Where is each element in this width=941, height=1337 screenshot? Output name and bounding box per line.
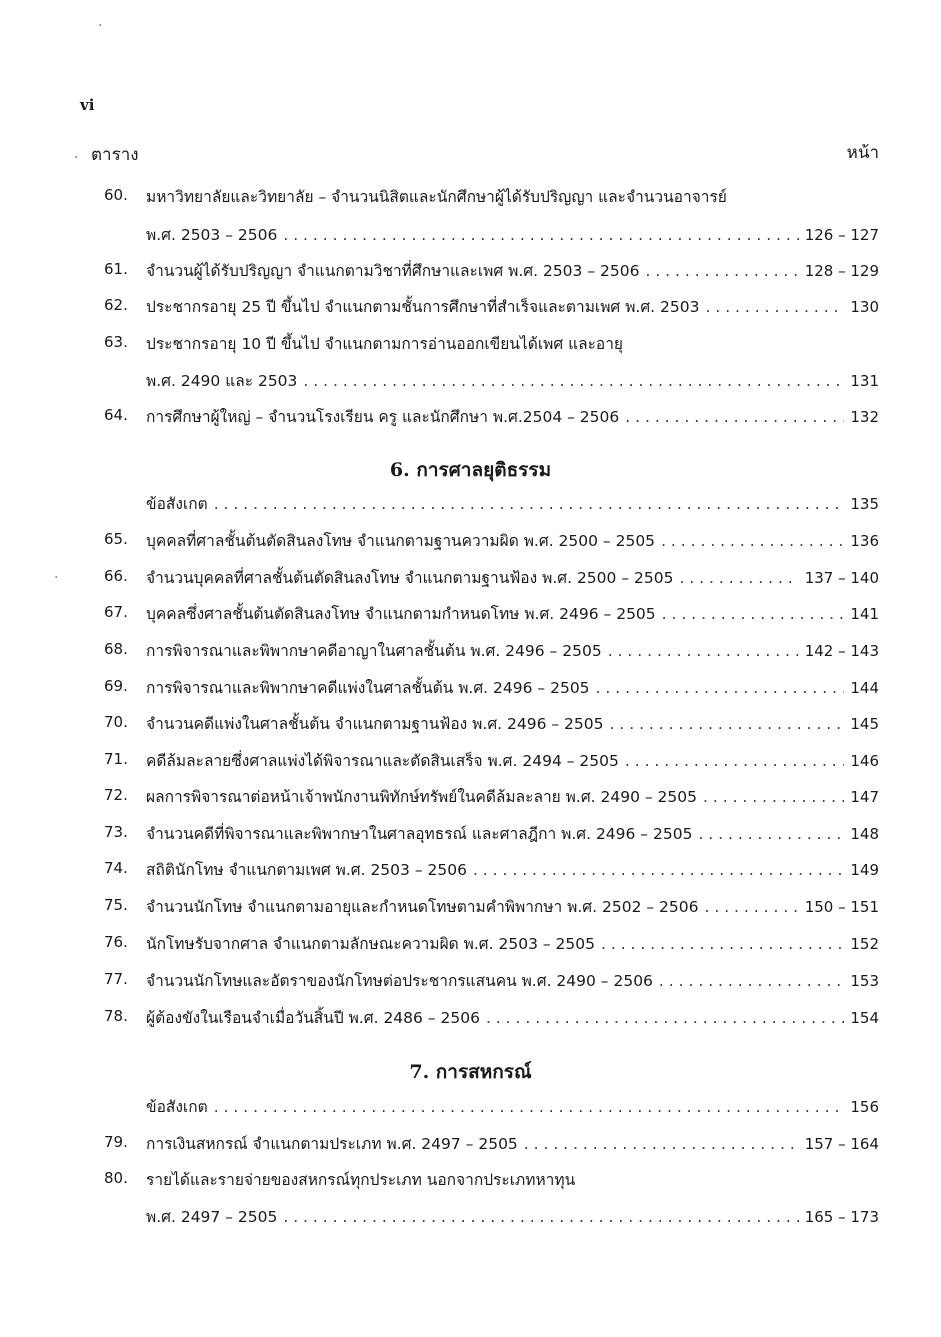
leader-dots: [596, 679, 845, 697]
list-item: [0, 327, 941, 361]
item-title: จำนวนนักโทษ จำแนกตามอายุและกำหนดโทษตามคำพิพากษา พ.ศ. 2502 – 2506: [146, 898, 699, 916]
list-item: [0, 1163, 941, 1197]
list-item: [0, 964, 941, 998]
list-item: [0, 707, 941, 741]
page-number: 165 – 173: [804, 1208, 879, 1226]
leader-dots: [661, 532, 844, 550]
leader-dots: [303, 372, 844, 390]
item-number: 76.: [104, 933, 128, 951]
page-number: 144: [850, 679, 879, 697]
item-title: มหาวิทยาลัยและวิทยาลัย – จำนวนนิสิตและนักศึกษาผู้ได้รับปริญญา และจำนวนอาจารย์: [146, 188, 727, 206]
leader-dots: [524, 1135, 799, 1153]
item-title: ผลการพิจารณาต่อหน้าเจ้าพนักงานพิทักษ์ทรัพย์ในคดีล้มละลาย พ.ศ. 2490 – 2505: [146, 788, 698, 806]
page-number: 131: [850, 372, 879, 390]
item-number: 74.: [104, 859, 128, 877]
item-number: 66.: [104, 567, 128, 585]
page-number: 136: [850, 532, 879, 550]
page-number: 147: [850, 788, 879, 806]
leader-dots: [625, 408, 844, 426]
item-title: ผู้ต้องขังในเรือนจำเมื่อวันสิ้นปี พ.ศ. 2486 – 2506: [146, 1009, 480, 1027]
page-number: 150 – 151: [804, 898, 879, 916]
list-item: [0, 218, 941, 252]
scan-speck: ·: [98, 18, 103, 34]
item-title: บุคคลที่ศาลชั้นต้นตัดสินลงโทษ จำแนกตามฐานความผิด พ.ศ. 2500 – 2505: [146, 532, 656, 550]
list-item: [0, 927, 941, 961]
page-number: 152: [850, 935, 879, 953]
item-title: การพิจารณาและพิพากษาคดีอาญาในศาลชั้นต้น พ.ศ. 2496 – 2505: [146, 642, 602, 660]
list-item: [0, 1200, 941, 1234]
item-number: 71.: [104, 750, 128, 768]
leader-dots: [659, 972, 844, 990]
leader-dots: [283, 226, 798, 244]
list-item: [0, 1090, 941, 1124]
list-item: [0, 487, 941, 521]
item-number: 65.: [104, 530, 128, 548]
item-number: 67.: [104, 603, 128, 621]
page-number: 149: [850, 861, 879, 879]
page-number: 128 – 129: [804, 262, 879, 280]
item-number: 70.: [104, 713, 128, 731]
page-number: 126 – 127: [804, 226, 879, 244]
list-item: [0, 780, 941, 814]
section-heading: 6. การศาลยุติธรรม: [389, 459, 552, 481]
scan-speck: .: [74, 146, 79, 162]
leader-dots: [214, 495, 845, 513]
item-title: การศึกษาผู้ใหญ่ – จำนวนโรงเรียน ครู และนักศึกษา พ.ศ.2504 – 2506: [146, 408, 620, 426]
list-item: [0, 400, 941, 434]
item-number: 78.: [104, 1007, 128, 1025]
leader-dots: [214, 1098, 845, 1116]
item-number: 61.: [104, 260, 128, 278]
page-number: 146: [850, 752, 879, 770]
item-number: 64.: [104, 406, 128, 424]
column-header-page: หน้า: [846, 143, 879, 163]
item-number: 72.: [104, 786, 128, 804]
item-title: จำนวนผู้ได้รับปริญญา จำแนกตามวิชาที่ศึกษาและเพศ พ.ศ. 2503 – 2506: [146, 262, 640, 280]
item-title: จำนวนนักโทษและอัตราของนักโทษต่อประชากรแสนคน พ.ศ. 2490 – 2506: [146, 972, 653, 990]
page-number: 142 – 143: [804, 642, 879, 660]
leader-dots: [705, 298, 844, 316]
leader-dots: [486, 1009, 844, 1027]
item-title: ข้อสังเกต: [146, 1098, 208, 1116]
item-number: 63.: [104, 333, 128, 351]
page-number: 132: [850, 408, 879, 426]
leader-dots: [625, 752, 844, 770]
page-number: 130: [850, 298, 879, 316]
item-title: ประชากรอายุ 10 ปี ขึ้นไป จำแนกตามการอ่านออกเขียนได้เพศ และอายุ: [146, 335, 624, 353]
item-title: บุคคลซึ่งศาลชั้นต้นตัดสินลงโทษ จำแนกตามกำหนดโทษ พ.ศ. 2496 – 2505: [146, 605, 656, 623]
item-number: 79.: [104, 1133, 128, 1151]
leader-dots: [608, 642, 799, 660]
item-title: รายได้และรายจ่ายของสหกรณ์ทุกประเภท นอกจากประเภทหาทุน: [146, 1171, 576, 1189]
list-item: [0, 180, 941, 214]
column-header-table: ตาราง: [91, 145, 139, 165]
page-number: 145: [850, 715, 879, 733]
list-item: [0, 290, 941, 324]
leader-dots: [473, 861, 844, 879]
item-number: 60.: [104, 186, 128, 204]
list-item: [0, 853, 941, 887]
list-item: [0, 597, 941, 631]
list-item: [0, 254, 941, 288]
list-item: [0, 1127, 941, 1161]
list-item: [0, 634, 941, 668]
page-number: 148: [850, 825, 879, 843]
list-item: [0, 561, 941, 595]
list-item: [0, 744, 941, 778]
leader-dots: [705, 898, 799, 916]
item-title: พ.ศ. 2490 และ 2503: [146, 372, 298, 390]
page-marker: vi: [80, 96, 95, 114]
leader-dots: [645, 262, 798, 280]
page-number: 157 – 164: [804, 1135, 879, 1153]
section-heading: 7. การสหกรณ์: [409, 1061, 532, 1083]
leader-dots: [679, 569, 798, 587]
item-title: จำนวนบุคคลที่ศาลชั้นต้นตัดสินลงโทษ จำแนกตามฐานฟ้อง พ.ศ. 2500 – 2505: [146, 569, 674, 587]
page-number: 154: [850, 1009, 879, 1027]
item-number: 68.: [104, 640, 128, 658]
item-title: นักโทษรับจากศาล จำแนกตามลักษณะความผิด พ.ศ. 2503 – 2505: [146, 935, 595, 953]
item-title: จำนวนคดีที่พิจารณาและพิพากษาในศาลอุทธรณ์ และศาลฎีกา พ.ศ. 2496 – 2505: [146, 825, 693, 843]
page-number: 137 – 140: [804, 569, 879, 587]
item-title: จำนวนคดีแพ่งในศาลชั้นต้น จำแนกตามฐานฟ้อง พ.ศ. 2496 – 2505: [146, 715, 604, 733]
leader-dots: [698, 825, 844, 843]
item-number: 80.: [104, 1169, 128, 1187]
list-item: [0, 524, 941, 558]
leader-dots: [283, 1208, 798, 1226]
leader-dots: [610, 715, 845, 733]
page-number: 141: [850, 605, 879, 623]
item-title: การพิจารณาและพิพากษาคดีแพ่งในศาลชั้นต้น พ.ศ. 2496 – 2505: [146, 679, 590, 697]
item-title: ข้อสังเกต: [146, 495, 208, 513]
list-item: [0, 1001, 941, 1035]
item-number: 62.: [104, 296, 128, 314]
scan-speck: ·: [54, 570, 59, 586]
item-number: 77.: [104, 970, 128, 988]
page-number: 153: [850, 972, 879, 990]
item-title: พ.ศ. 2503 – 2506: [146, 226, 278, 244]
item-title: ประชากรอายุ 25 ปี ขึ้นไป จำแนกตามชั้นการศึกษาที่สำเร็จและตามเพศ พ.ศ. 2503: [146, 298, 700, 316]
list-item: [0, 817, 941, 851]
list-item: [0, 671, 941, 705]
item-number: 73.: [104, 823, 128, 841]
item-title: พ.ศ. 2497 – 2505: [146, 1208, 278, 1226]
leader-dots: [601, 935, 844, 953]
leader-dots: [703, 788, 844, 806]
item-number: 69.: [104, 677, 128, 695]
item-title: การเงินสหกรณ์ จำแนกตามประเภท พ.ศ. 2497 – 2505: [146, 1135, 518, 1153]
list-item: [0, 364, 941, 398]
item-number: 75.: [104, 896, 128, 914]
item-title: สถิตินักโทษ จำแนกตามเพศ พ.ศ. 2503 – 2506: [146, 861, 467, 879]
page-number: 156: [850, 1098, 879, 1116]
list-item: [0, 890, 941, 924]
page-number: 135: [850, 495, 879, 513]
leader-dots: [662, 605, 845, 623]
item-title: คดีล้มละลายซึ่งศาลแพ่งได้พิจารณาและตัดสินเสร็จ พ.ศ. 2494 – 2505: [146, 752, 619, 770]
